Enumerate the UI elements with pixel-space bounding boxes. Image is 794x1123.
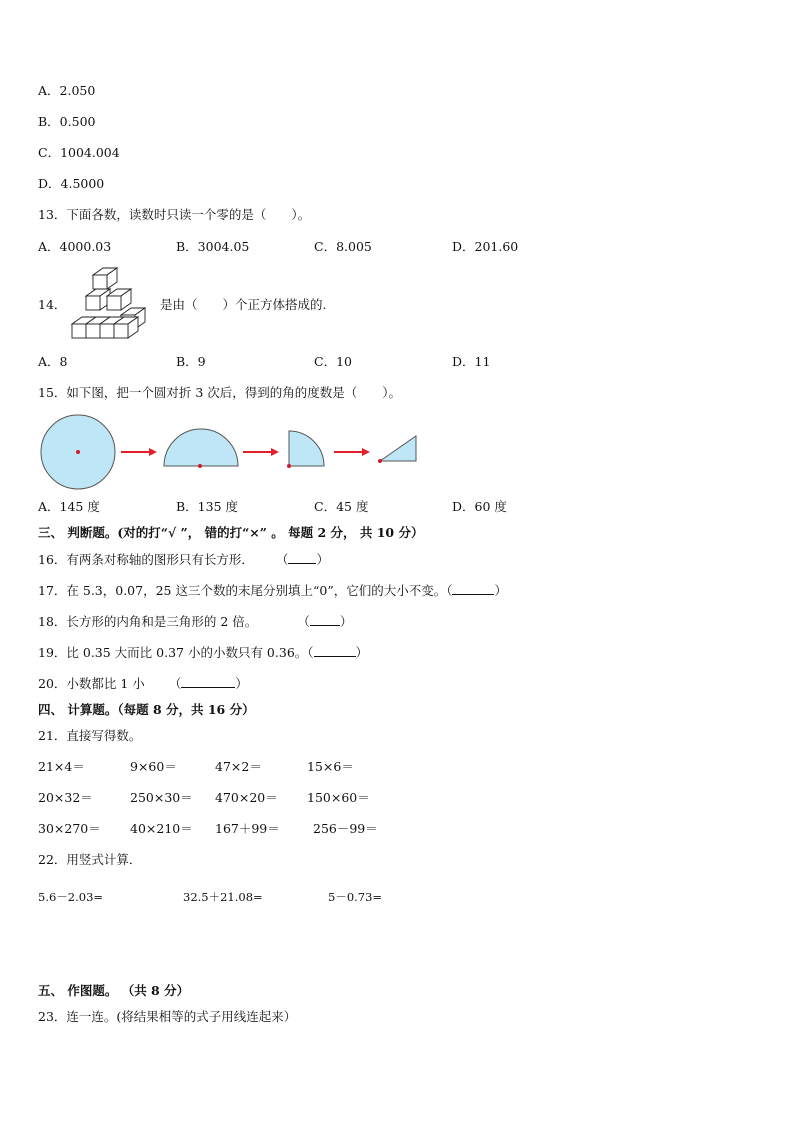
- q19-item: [38, 645, 368, 661]
- q13-stem: 13．下面各数，读数时只读一个零的是（ ）。: [38, 207, 311, 222]
- q23-stem: 23．连一连。(将结果相等的式子用线连起来）: [38, 1009, 297, 1024]
- q19-text: 19．比 0.35 大而比 0.37 小的小数只有 0.36。: [38, 645, 308, 660]
- calc-item: 40×210＝: [130, 821, 193, 836]
- center-dot: [287, 464, 291, 468]
- q14-number: 14．: [38, 297, 67, 312]
- q20-item: [38, 676, 248, 692]
- center-dot: [76, 450, 80, 454]
- bracket-open: （: [275, 552, 289, 567]
- center-dot: [198, 464, 202, 468]
- bracket-close: ）: [235, 676, 248, 691]
- bracket-open: （: [446, 583, 453, 598]
- q20-text: 20．小数都比 1 小: [38, 676, 145, 691]
- section-4-title: 四、 计算题。（每题 8 分，共 16 分）: [38, 702, 255, 717]
- q18-item: [38, 614, 352, 630]
- q13-option-b: B．3004.05: [176, 239, 250, 254]
- answer-blank[interactable]: [452, 583, 494, 595]
- vertical-calc-item: 5－0.73=: [328, 890, 383, 904]
- calc-item: 15×6＝: [307, 759, 354, 774]
- vertical-calc-item: 32.5＋21.08=: [183, 890, 263, 904]
- cube-stack-figure: [66, 268, 152, 340]
- q17-text: 17．在 5.3，0.07，25 这三个数的末尾分别填上“0”，它们的大小不变。: [38, 583, 447, 598]
- q14-option-d: D．11: [452, 354, 491, 369]
- bracket-close: ）: [316, 552, 329, 567]
- q21-stem: 21．直接写得数。: [38, 728, 142, 743]
- section-3-title: 三、 判断题。(对的打“√ ”， 错的打“×” 。 每题 2 分， 共 10 分）: [38, 525, 424, 540]
- q12-option-a: A．2.050: [38, 83, 96, 98]
- q18-text: 18．长方形的内角和是三角形的 2 倍。: [38, 614, 258, 629]
- calc-item: 30×270＝: [38, 821, 101, 836]
- q13-option-d: D．201.60: [452, 239, 519, 254]
- calc-item: 150×60＝: [307, 790, 370, 805]
- center-dot: [378, 459, 382, 463]
- calc-item: 47×2＝: [215, 759, 262, 774]
- q14-option-b: B．9: [176, 354, 206, 369]
- q12-option-b: B．0.500: [38, 114, 96, 129]
- calc-item: 21×4＝: [38, 759, 85, 774]
- bracket-open: （: [297, 614, 310, 629]
- answer-blank[interactable]: [310, 614, 340, 626]
- bracket-open: （: [168, 676, 182, 691]
- q22-stem: 22．用竖式计算．: [38, 852, 142, 867]
- q15-option-b: B．135 度: [176, 499, 239, 514]
- q14-stem: 是由（ ）个正方体搭成的.: [160, 297, 327, 312]
- bracket-open: （: [307, 645, 314, 660]
- q15-option-a: A．145 度: [38, 499, 100, 514]
- bracket-close: ）: [355, 645, 369, 660]
- q17-item: [38, 583, 507, 599]
- calc-item: 20×32＝: [38, 790, 93, 805]
- q15-stem: 15．如下图，把一个圆对折 3 次后，得到的角的度数是（ ）。: [38, 385, 402, 400]
- bracket-close: ）: [494, 583, 507, 598]
- q16-text: 16．有两条对称轴的图形只有长方形．: [38, 552, 254, 567]
- answer-blank[interactable]: [181, 676, 235, 688]
- eighth-circle-shape: [380, 436, 416, 461]
- answer-blank[interactable]: [288, 552, 316, 564]
- q14-option-c: C．10: [314, 354, 352, 369]
- quarter-circle-shape: [289, 431, 324, 466]
- q15-option-c: C．45 度: [314, 499, 369, 514]
- q16-item: [38, 552, 329, 568]
- q13-option-a: A．4000.03: [38, 239, 112, 254]
- section-5-title: 五、 作图题。 （共 8 分）: [38, 983, 190, 998]
- q13-option-c: C．8.005: [314, 239, 372, 254]
- q12-option-d: D．4.5000: [38, 176, 105, 191]
- q15-option-d: D．60 度: [452, 499, 507, 514]
- q12-option-c: C．1004.004: [38, 145, 120, 160]
- calc-item: 9×60＝: [130, 759, 177, 774]
- bracket-close: ）: [339, 614, 353, 629]
- calc-item: 256－99＝: [313, 821, 378, 836]
- q14-option-a: A．8: [38, 354, 68, 369]
- half-circle-shape: [164, 429, 238, 466]
- answer-blank[interactable]: [314, 645, 356, 657]
- calc-item: 167＋99＝: [215, 821, 280, 836]
- vertical-calc-item: 5.6－2.03=: [38, 890, 104, 904]
- calc-item: 250×30＝: [130, 790, 193, 805]
- circle-folding-figure: [38, 415, 428, 495]
- calc-item: 470×20＝: [215, 790, 278, 805]
